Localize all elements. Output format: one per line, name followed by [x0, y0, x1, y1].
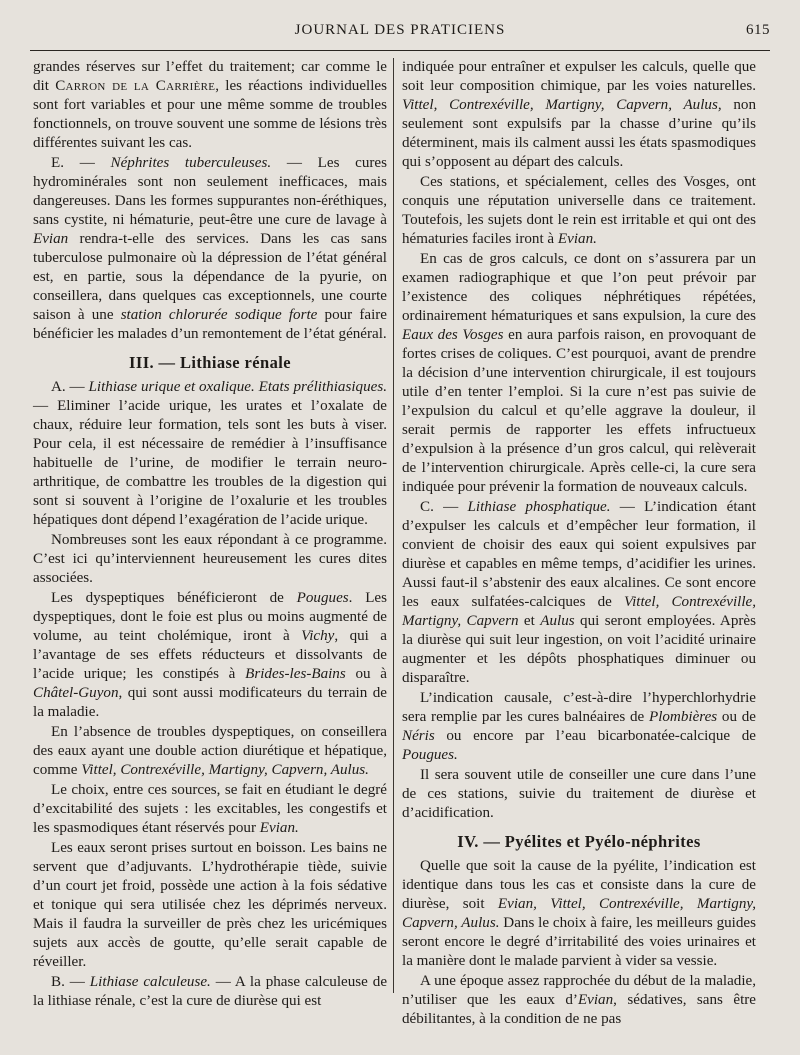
- place-name: Pougues.: [402, 747, 458, 763]
- station-list: Vittel, Contrexéville, Martigny, Capvern: [402, 594, 756, 629]
- text-span: Le choix, entre ces sources, se fait en étudiant le degré d’excitabilité des sujets : les excitables, les congestifs et les spasmodiques étant réservés pour: [33, 782, 387, 836]
- text-span: , qui sont aussi modificateurs du terrain de la maladie.: [33, 685, 387, 720]
- text-span: , les réactions individuelles sont fort variables et pour une même somme de troubles fonctionnels, on trouve souvent une somme de lésions très différentes suivant les cas.: [33, 78, 387, 151]
- paragraph-nombreuses: Nombreuses sont les eaux répondant à ce programme. C’est ici qu’interviennent heureusement les cures dites associées.: [33, 532, 387, 586]
- station-list: Evian, Vittel, Contrexéville, Martigny, Capvern, Aulus.: [402, 896, 757, 931]
- header-rule: [30, 50, 770, 51]
- place-name: Châtel-Guyon: [33, 685, 119, 701]
- right-column: [402, 58, 756, 1030]
- place-name: Brides-les-Bains: [245, 666, 346, 682]
- author-name: Carron de la Carrière: [55, 78, 216, 94]
- paragraph-eaux: Les eaux seront prises surtout en boisson. Les bains ne servent que d’adjuvants. L’hydrothérapie tiède, suivie d’un court jet froid, possède une action à la fois sédative et tonique qui sera utilisée chez les déprimés nerveux. Mais il faudra la surveiller de près chez les uricémiques sujets aux accès de goutte, qu’elle serait capable de réveiller.: [33, 840, 387, 970]
- paragraph-choix: [33, 781, 387, 838]
- left-column: [33, 58, 387, 1012]
- text-span: non seulement sont expulsifs par la chasse d’urine qu’ils déterminent, mais ils calment aussi les états spasmodiques qui s’opposent au départ des calculs.: [402, 97, 756, 170]
- paragraph-reserves: [33, 58, 387, 153]
- subsection-label: E. —: [51, 155, 111, 171]
- text-span: En cas de gros calculs, ce dont on s’assurera par un examen radiographique et que l’on peut prévoir par l’existence des coliques néphrétiques répétées, ordinairement hématuriques et sans expulsion, la cure des: [402, 251, 756, 324]
- station-list: Vittel, Contrexéville, Martigny, Capvern, Aulus.: [81, 762, 369, 778]
- text-span: A une époque assez rapprochée du début de la maladie, n’utiliser que les eaux d’: [402, 973, 756, 1008]
- paragraph-gros-calculs: [402, 250, 756, 497]
- place-name: Evian.: [557, 231, 597, 247]
- running-head: [30, 22, 770, 42]
- paragraph-vosges: [402, 173, 756, 249]
- place-name: Néris: [402, 728, 435, 744]
- paragraph-dyspeptiques: [33, 589, 387, 722]
- paragraph-lithiase-urique: [33, 378, 387, 530]
- subsection-title: Lithiase calculeuse.: [89, 974, 211, 990]
- text-span: L’indication causale, c’est-à-dire l’hyperchlorhydrie sera remplie par les cures balnéaires de: [402, 690, 756, 725]
- paragraph-indication-causale: [402, 689, 756, 765]
- text-span: Quelle que soit la cause de la pyélite, l’indication est identique dans tous les cas et consiste dans la cure de diurèse, soit: [402, 858, 756, 912]
- section-heading-pyelites: IV. — Pyélites et Pyélo-néphrites: [457, 832, 701, 851]
- subsection-title: Lithiase phosphatique.: [467, 499, 611, 515]
- text-span: pour faire bénéficier les malades d’un remontement de l’état général.: [33, 307, 388, 342]
- paragraph-quelle-que-soit: [402, 857, 756, 971]
- paragraph-epoque: [402, 972, 756, 1029]
- text-span: en aura parfois raison, en provoquant de fortes crises de coliques. C’est pourquoi, avant de prendre la décision d’une intervention chirurgicale, il est toujours utile d’en tenter l’emploi. Si la cure n’est pas suivie de l’expulsion du calcul et qu’elle aggrave la douleur, il serait permis de rapporter les effets infructueux d’expulsion à la présence d’un gros calcul, qui relèverait de l’intervention chirurgicale. Après celle-ci, la cure sera indiquée pour prévenir la formation de nouveaux calculs.: [402, 327, 756, 495]
- paragraph-calculeuse: [33, 973, 387, 1011]
- station-list: Vittel, Contrexéville, Martigny, Capvern, Aulus,: [402, 97, 722, 113]
- subsection-label: C. —: [420, 499, 468, 515]
- text-span: — A la phase calculeuse de la lithiase rénale, c’est la cure de diurèse qui est: [33, 974, 388, 1009]
- column-rule: [393, 58, 394, 993]
- subsection-label: B. —: [51, 974, 90, 990]
- page-number: 615: [746, 22, 770, 38]
- place-name: Evian: [33, 231, 69, 247]
- place-name: Aulus: [540, 613, 575, 629]
- text-span: ou à: [345, 666, 387, 682]
- text-span: rendra-t-elle des services. Dans les cas sans tuberculose pulmonaire où la dépression de l’état général est, en partie, sous la dépendance de la pyurie, on conseillera, dans quelques cas exceptionnels, une courte saison à une: [33, 231, 387, 323]
- place-name: Pougues: [296, 590, 349, 606]
- text-span: , qui a l’avantage de ses effets réducteurs et dissolvants de l’acide urique; les constipés à: [33, 628, 388, 682]
- subsection-title: Lithiase urique et oxalique. Etats prélithiasiques.: [88, 379, 387, 395]
- place-name: Vichy: [301, 628, 335, 644]
- place-name: Evian: [577, 992, 614, 1008]
- subsection-label: A. —: [51, 379, 89, 395]
- text-span: Les dyspeptiques bénéficieront de: [51, 590, 297, 606]
- text-span: Ces stations, et spécialement, celles des Vosges, ont conquis une réputation universelle dans ce traitement. Toutefois, les sujets dont le rein est irritable et qui ont des hématuries faciles iront à: [402, 174, 756, 247]
- text-span: et: [518, 613, 541, 629]
- text-span: ou encore par l’eau bicarbonatée-calcique de: [434, 728, 756, 744]
- text-span: — L’indication étant d’expulser les calculs et d’empêcher leur formation, il convient de choisir des eaux qui soient expulsives par diurèse et capables en même temps, d’acidifier les urines. Aussi faut-il s’abstenir des eaux alcalines. Ce sont encore les eaux sulfatées-calciques de: [402, 499, 757, 610]
- text-span: grandes réserves sur l’effet du traitement; car comme le dit: [33, 59, 387, 94]
- text-span: indiquée pour entraîner et expulser les calculs, quelle que soit leur composition chimique, par les voies naturelles.: [402, 59, 756, 94]
- subsection-title: Néphrites tuberculeuses.: [110, 155, 272, 171]
- text-span: . Les dyspeptiques, dont le foie est plus ou moins augmenté de volume, au teint cholémique, iront à: [33, 590, 387, 644]
- paragraph-souvent: Il sera souvent utile de conseiller une cure dans l’une de ces stations, suivie du traitement de diurèse et d’acidification.: [402, 767, 756, 821]
- section-heading-lithiase: III. — Lithiase rénale: [129, 353, 291, 372]
- journal-title: JOURNAL DES PRATICIENS: [294, 22, 506, 38]
- text-span: Dans le choix à faire, les meilleurs guides seront encore le degré d’irritabilité des voies urinaires et la manière dont le malade parvient à vider sa vessie.: [402, 915, 756, 969]
- paragraph-nephrites: [33, 154, 387, 344]
- paragraph-absence: [33, 723, 387, 780]
- place-name: Plombières: [648, 709, 718, 725]
- place-name: Evian.: [259, 820, 299, 836]
- station-type: station chlorurée sodique forte: [120, 307, 318, 323]
- text-span: — Eliminer l’acide urique, les urates et l’oxalate de chaux, réduire leur formation, tels sont les buts à viser. Pour cela, il est nécessaire de remédier à l’insuffisance habituelle de l’urine, de modifier le terrain neuro-arthritique, de combattre les troubles de la digestion qui sont si souvent à l’origine de l’oxalurie et les troubles hépatiques dont dépend l’exagération de l’acide urique.: [33, 398, 387, 528]
- place-name: Eaux des Vosges: [402, 327, 504, 343]
- text-span: En l’absence de troubles dyspeptiques, on conseillera des eaux ayant une double action diurétique et hépatique, comme: [33, 724, 387, 778]
- text-span: qui seront employées. Après la diurèse qui suit leur ingestion, on voit l’acidité urinaire augmenter et les dépôts phosphatiques diminuer ou disparaître.: [402, 613, 756, 686]
- text-span: ou de: [717, 709, 756, 725]
- paragraph-indiquee: [402, 58, 756, 172]
- text-span: , sédatives, sans être débilitantes, à la condition de ne pas: [402, 992, 756, 1027]
- text-span: — Les cures hydrominérales sont non seulement inefficaces, mais dangereuses. Dans les formes suppurantes non-éréthiques, sans cystite, ni hématurie, peut-être une cure de lavage à: [33, 155, 387, 228]
- paragraph-phosphatique: [402, 498, 756, 688]
